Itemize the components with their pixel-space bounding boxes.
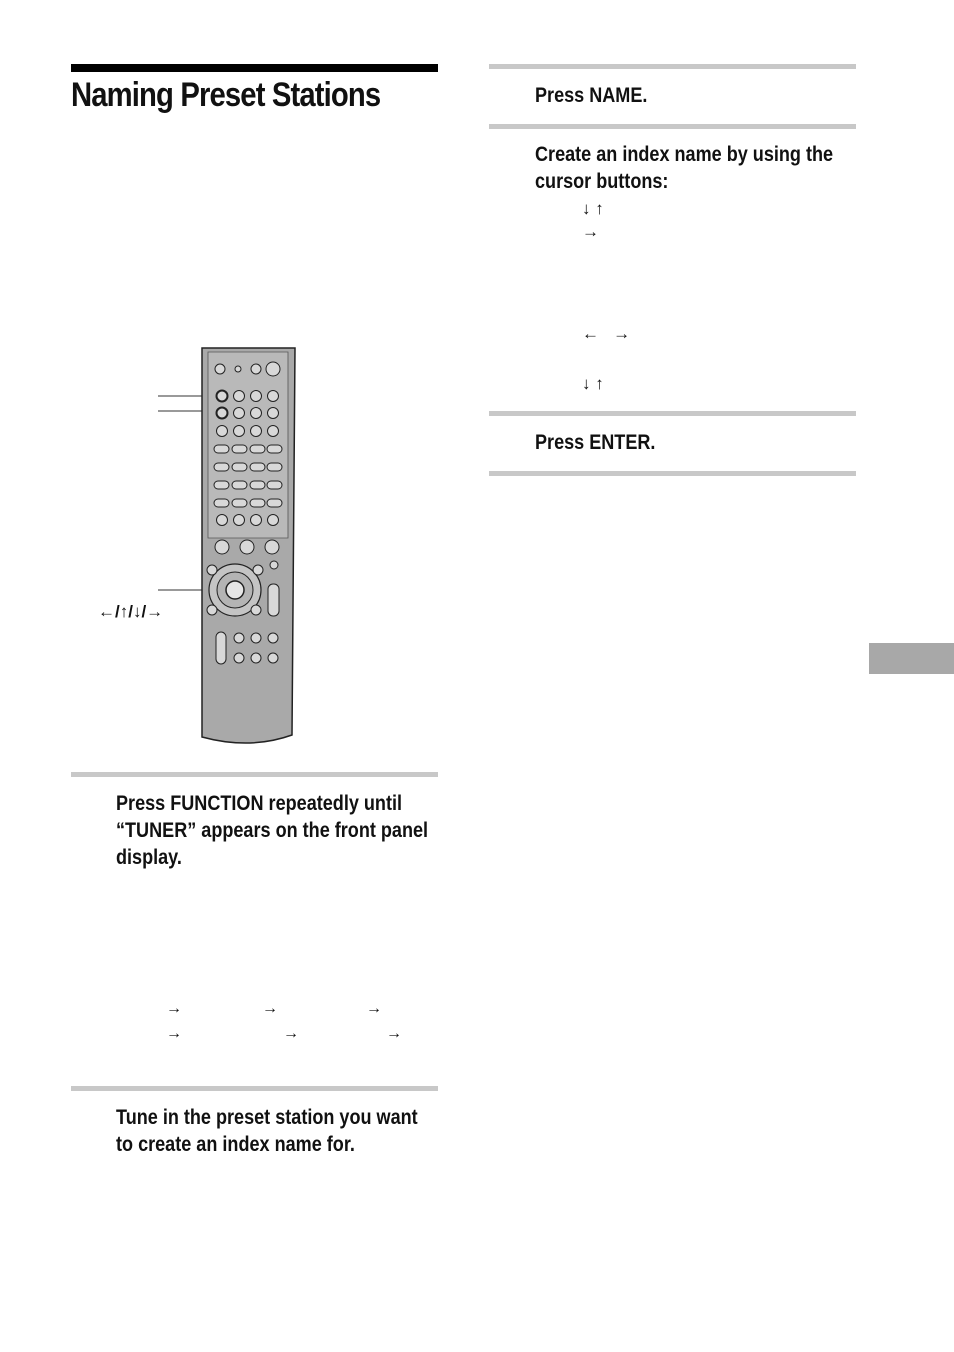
sequence-arrow: → [283, 1025, 299, 1042]
sequence-arrow: → [166, 1025, 182, 1042]
cursor-arrows-row: ↓ ↑ [582, 199, 604, 218]
sequence-arrow: → [386, 1025, 402, 1042]
step5-rule [489, 411, 856, 416]
sequence-arrow: → [166, 1000, 182, 1017]
remote-control-illustration [150, 340, 310, 750]
section-end-rule [489, 471, 856, 476]
step1-instruction: Press FUNCTION repeatedly until “TUNER” appears on the front panel display. [116, 792, 429, 869]
cursor-arrows-row: ← → [582, 324, 631, 343]
remote-cursor-label: ←/↑/↓/→ [98, 602, 164, 621]
sequence-arrow: → [366, 1000, 382, 1017]
step4-instruction: Create an index name by using the cursor buttons: [535, 143, 834, 193]
step2-rule [71, 1086, 438, 1091]
cursor-arrows-row: ↓ ↑ [582, 374, 604, 393]
title-bar [71, 64, 438, 72]
step3-rule [489, 64, 856, 69]
page-title: Naming Preset Stations [71, 76, 381, 114]
step1-rule [71, 772, 438, 777]
step2-instruction: Tune in the preset station you want to create an index name for. [116, 1106, 418, 1156]
section-thumb-tab [869, 643, 954, 674]
step3-instruction: Press NAME. [535, 84, 648, 107]
sequence-arrow: → [262, 1000, 278, 1017]
step4-rule [489, 124, 856, 129]
step5-instruction: Press ENTER. [535, 431, 656, 454]
cursor-arrows-row: → [582, 222, 599, 241]
